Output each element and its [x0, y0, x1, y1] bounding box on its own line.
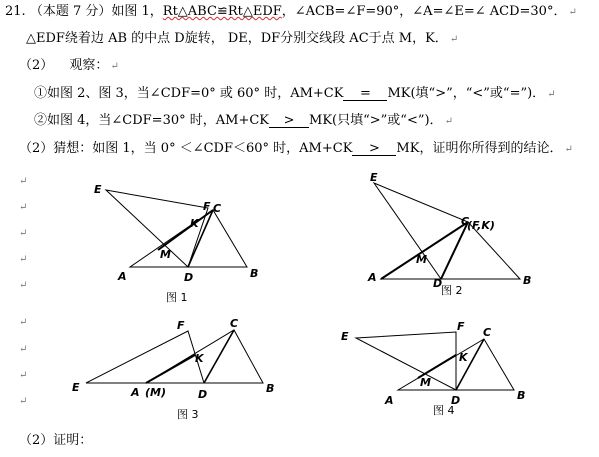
problem-stem-1: 如图 1， — [111, 4, 163, 19]
part1-title: 观察： — [69, 58, 109, 73]
segment-dc — [204, 330, 234, 383]
triangle-abc — [146, 330, 263, 383]
part2-text: （2）猜想：如图 1，当 0° ＜∠CDF＜60° 时，AM+CK — [19, 141, 353, 156]
margin-mark: ↵ — [19, 254, 28, 265]
label-a: A — [131, 386, 140, 399]
label-b: B — [517, 389, 526, 402]
q1-text: ①如图 2、图 3，当∠CDF=0° 或 60° 时，AM+CK — [34, 86, 344, 101]
label-k: K — [459, 351, 468, 364]
label-k: K — [190, 217, 199, 230]
problem-stem-line2: △EDF绕着边 AB 的中点 D旋转， DE，DF分别交线段 AC于点 M，K． — [26, 31, 448, 46]
label-m: M — [160, 248, 171, 261]
paragraph-mark: ↵ — [564, 144, 573, 155]
paragraph-mark: ↵ — [547, 89, 556, 100]
paragraph-mark: ↵ — [110, 61, 119, 72]
figure-4 — [356, 332, 514, 390]
label-m: (M) — [145, 386, 167, 399]
figure-2 — [374, 183, 520, 279]
part2-answer-blank: > — [352, 142, 396, 156]
margin-mark: ↵ — [19, 228, 28, 239]
margin-mark: ↵ — [19, 280, 28, 291]
segment-ak — [146, 355, 195, 383]
margin-mark: ↵ — [19, 370, 28, 381]
problem-stem-2: ，∠ACB=∠F=90°，∠A=∠E=∠ ACD=30°． — [281, 4, 567, 19]
margin-mark: ↵ — [19, 176, 28, 187]
problem-number: 21. — [5, 4, 26, 19]
label-a: A — [385, 394, 394, 407]
triangle-abc — [381, 222, 520, 279]
margin-mark: ↵ — [19, 344, 28, 355]
caption-fig3: 图 3 — [177, 408, 199, 421]
caption-fig1: 图 1 — [166, 291, 188, 304]
q1-tail: MK(填“>”，“<”或“=”)． — [387, 86, 546, 101]
q2-answer-blank: > — [269, 114, 309, 128]
label-c: C — [213, 202, 222, 215]
triangle-edf — [356, 332, 456, 390]
paragraph-mark: ↵ — [568, 7, 577, 18]
label-m: M — [416, 253, 427, 266]
q2-tail: MK(只填“>”或“<”)． — [309, 113, 443, 128]
label-d: D — [184, 271, 194, 284]
label-d: D — [451, 394, 461, 407]
label-e: E — [94, 183, 102, 196]
label-k: K — [195, 352, 204, 365]
label-f: F — [203, 200, 211, 213]
caption-fig4: 图 4 — [433, 404, 455, 417]
label-m: M — [420, 376, 431, 389]
label-c: C — [230, 317, 239, 330]
q2-text: ②如图 4，当∠CDF=30° 时，AM+CK — [34, 113, 270, 128]
q1-answer-blank: = — [343, 87, 387, 101]
margin-mark: ↵ — [19, 202, 28, 213]
triangle-abc — [130, 210, 247, 267]
part1-label: （2） — [19, 58, 54, 73]
figure-3 — [86, 330, 263, 383]
figure-1 — [106, 190, 247, 267]
triangle-edf — [86, 331, 204, 383]
label-e: E — [341, 330, 349, 343]
label-c: C — [461, 215, 470, 228]
paragraph-mark: ↵ — [444, 116, 453, 127]
label-e: E — [72, 381, 80, 394]
label-fk: (F,K) — [467, 219, 495, 232]
label-b: B — [523, 274, 532, 287]
proof-label: （2）证明： — [19, 433, 93, 448]
margin-mark: ↵ — [19, 396, 28, 407]
congruence-statement: Rt△ABC≌Rt△EDF — [162, 4, 282, 19]
label-a: A — [368, 271, 377, 284]
label-f: F — [177, 319, 185, 332]
label-d: D — [433, 277, 443, 290]
problem-points: （本题 7 分） — [29, 4, 112, 19]
label-b: B — [250, 267, 259, 280]
label-c: C — [483, 326, 492, 339]
segment-dc — [456, 339, 484, 390]
part2-tail: MK，证明你所得到的结论． — [396, 141, 563, 156]
margin-mark: ↵ — [19, 317, 28, 328]
caption-fig2: 图 2 — [441, 284, 463, 297]
label-e: E — [370, 171, 378, 184]
label-d: D — [198, 388, 208, 401]
label-b: B — [266, 382, 275, 395]
paragraph-mark: ↵ — [449, 34, 459, 45]
segment-mk — [418, 355, 456, 378]
label-f: F — [457, 320, 465, 333]
label-a: A — [118, 270, 127, 283]
